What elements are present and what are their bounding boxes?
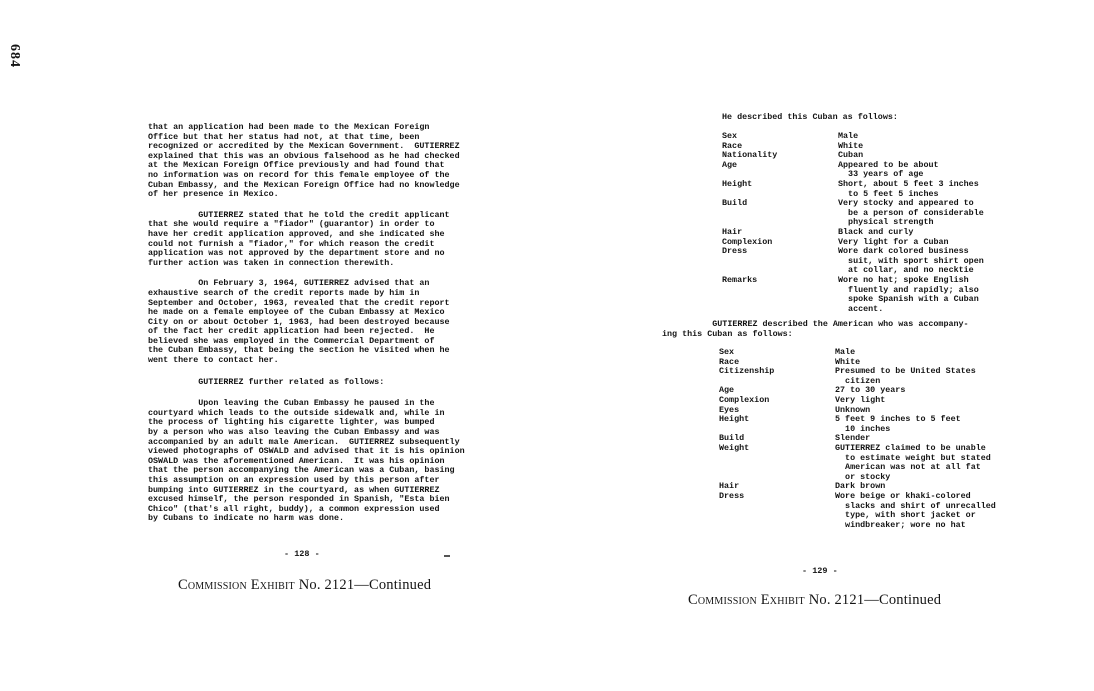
left-page-mark [444,555,450,557]
description-label: Race [719,356,740,367]
description-label: Height [719,414,750,425]
text-line: accompanied by an adult male American. GUTIERREZ subsequently [148,436,460,447]
value-line: Slender [835,433,871,444]
text-line: Cuban Embassy, and the Mexican Foreign Office had no knowledge [148,179,460,190]
value-line: 27 to 30 years [835,385,906,396]
description-label: Remarks [722,274,758,285]
text-line: further action was taken in connection therewith. [148,257,395,268]
description-label: Sex [722,131,738,141]
text-line: September and October, 1963, revealed that the credit report [148,297,450,308]
description-label: Hair [719,481,740,492]
value-line: White [835,356,861,367]
text-line: recognized or accredited by the Mexican Government. GUTIERREZ [148,141,460,152]
description-label: Nationality [722,150,778,161]
text-line: of her presence in Mexico. [148,189,279,200]
description-label: Age [719,385,735,396]
value-line: fluently and rapidly; also [838,284,979,295]
text-line: ing this Cuban as follows: [662,328,793,339]
left-paragraph [148,279,528,365]
left-page-body [148,113,528,524]
description-label: Citizenship [719,366,775,377]
value-line: suit, with sport shirt open [838,255,984,266]
value-line: to estimate weight but stated [835,452,991,463]
description-value [838,276,984,314]
text-line: he made on a female employee of the Cuban Embassy at Mexico [148,307,445,318]
value-line: Appeared to be about [838,159,939,170]
value-line: Short, about 5 feet 3 inches [838,178,979,189]
description-label: Complexion [722,236,773,247]
side-page-number: 684 [7,44,22,68]
value-line: Very light for a Cuban [838,236,949,247]
description-row [719,367,996,386]
cuban-description-table [722,132,984,314]
text-line: went there to contact her. [148,355,279,366]
left-paragraph [148,378,528,388]
description-row [719,492,996,530]
value-line: physical strength [838,217,934,228]
text-line: this assumption on an expression used by this person after [148,475,440,485]
value-line: Wore dark colored business [838,246,969,257]
value-line: slacks and shirt of unrecalled [835,500,996,511]
value-line: Presumed to be United States [835,366,976,377]
text-line: GUTIERREZ further related as follows: [148,376,385,387]
right-caption [688,592,941,609]
value-line: Male [838,131,859,141]
description-label: Dress [719,490,745,501]
right-caption-suffix: No. 2121—Continued [808,592,942,608]
text-line: that she would require a "fiador" (guarantor) in order to [148,219,435,230]
text-line: viewed photographs of OSWALD and advised that it is his opinion [148,446,465,457]
description-value [835,415,996,434]
right-intro-american [662,320,969,339]
description-value [838,161,984,180]
value-line: Very stocky and appeared to [838,198,974,209]
value-line: Dark brown [835,481,886,492]
description-label: Sex [719,347,735,357]
left-paragraph [148,123,528,200]
description-value [838,199,984,228]
text-line: have her credit application approved, and she indicated she [148,228,445,239]
description-label: Complexion [719,394,770,405]
left-paragraph [148,211,528,269]
text-line: by Cubans to indicate no harm was done. [148,513,345,524]
left-page-number: - 128 - [284,549,320,559]
text-line: of the fact her credit application had been rejected. He [148,326,435,337]
description-row [722,276,984,314]
text-line: courtyard which leads to the outside sidewalk and, while in [148,407,445,418]
text-line: by a person who was also leaving the Cuban Embassy and was [148,427,440,438]
description-row [719,444,996,482]
description-label: Age [722,159,738,170]
value-line: Cuban [838,150,864,161]
text-line: GUTIERREZ described the American who was accompany- [662,319,969,329]
value-line: be a person of considerable [838,207,984,218]
text-line: Office but that her status had not, at that time, been [148,131,420,142]
description-row [722,247,984,276]
text-line: that the person accompanying the American was a Cuban, basing [148,465,455,476]
value-line: Unknown [835,404,871,415]
value-line: citizen [835,375,881,386]
text-line: the process of lighting his cigarette lighter, was bumped [148,417,435,428]
description-label: Build [719,433,745,444]
left-paragraph [148,399,528,524]
description-row [722,180,984,199]
description-label: Race [722,140,743,151]
value-line: White [838,140,864,151]
value-line: Very light [835,394,886,405]
value-line: 33 years of age [838,169,924,180]
left-caption [178,577,431,594]
value-line: Wore beige or khaki-colored [835,490,971,501]
value-line: 10 inches [835,423,891,434]
value-line: spoke Spanish with a Cuban [838,294,979,305]
value-line: GUTIERREZ claimed to be unable [835,442,986,453]
text-line: the Cuban Embassy, that being the section he visited when he [148,345,450,356]
value-line: type, with short jacket or [835,510,976,521]
text-line: Upon leaving the Cuban Embassy he paused in the [148,398,435,409]
text-line: application was not approved by the department store and no [148,248,445,259]
text-line: Chico" (that's all right, buddy), a common expression used [148,503,440,514]
text-line: that an application had been made to the Mexican Foreign [148,122,430,132]
right-page-number: - 129 - [802,566,838,576]
text-line: at the Mexican Foreign Office previously and had found that [148,160,445,171]
right-caption-prefix: Commission Exhibit [688,592,805,608]
value-line: to 5 feet 5 inches [838,188,939,199]
description-row [722,199,984,228]
text-line: explained that this was an obvious falsehood as he had checked [148,150,460,161]
text-line: could not furnish a "fiador," for which reason the credit [148,238,435,249]
value-line: American was not at all fat [835,462,981,473]
text-line: GUTIERREZ stated that he told the credit applicant [148,209,450,220]
value-line: 5 feet 9 inches to 5 feet [835,414,961,425]
text-line: OSWALD was the aforementioned American. It was his opinion [148,455,445,466]
description-label: Hair [722,226,743,237]
left-caption-prefix: Commission Exhibit [178,577,295,593]
value-line: accent. [838,303,884,314]
text-line: exhaustive search of the credit reports made by him in [148,287,420,298]
text-line: excused himself, the person responded in Spanish, "Esta bien [148,494,450,505]
american-description-table [719,348,996,530]
left-caption-suffix: No. 2121—Continued [298,577,432,593]
description-label: Weight [719,442,750,453]
value-line: at collar, and no necktie [838,265,974,276]
text-line: no information was on record for this female employee of the [148,169,450,180]
description-value [838,180,984,199]
right-intro-cuban: He described this Cuban as follows: [722,112,898,122]
value-line: or stocky [835,471,891,482]
description-row [719,415,996,434]
description-label: Eyes [719,404,740,415]
text-line: City on or about October 1, 1963, had been destroyed because [148,316,450,327]
description-value [838,247,984,276]
value-line: Male [835,347,856,357]
description-label: Height [722,178,753,189]
description-label: Build [722,198,748,209]
text-line: bumping into GUTIERREZ in the courtyard, as when GUTIERREZ [148,484,440,495]
text-line: believed she was employed in the Commercial Department of [148,335,435,346]
value-line: windbreaker; wore no hat [835,519,966,530]
text-line: On February 3, 1964, GUTIERREZ advised that an [148,278,430,289]
value-line: Black and curly [838,226,914,237]
value-line: Wore no hat; spoke English [838,274,969,285]
description-value [835,492,996,530]
description-value [835,444,996,482]
description-row [722,161,984,180]
description-label: Dress [722,246,748,257]
description-value [835,367,996,386]
